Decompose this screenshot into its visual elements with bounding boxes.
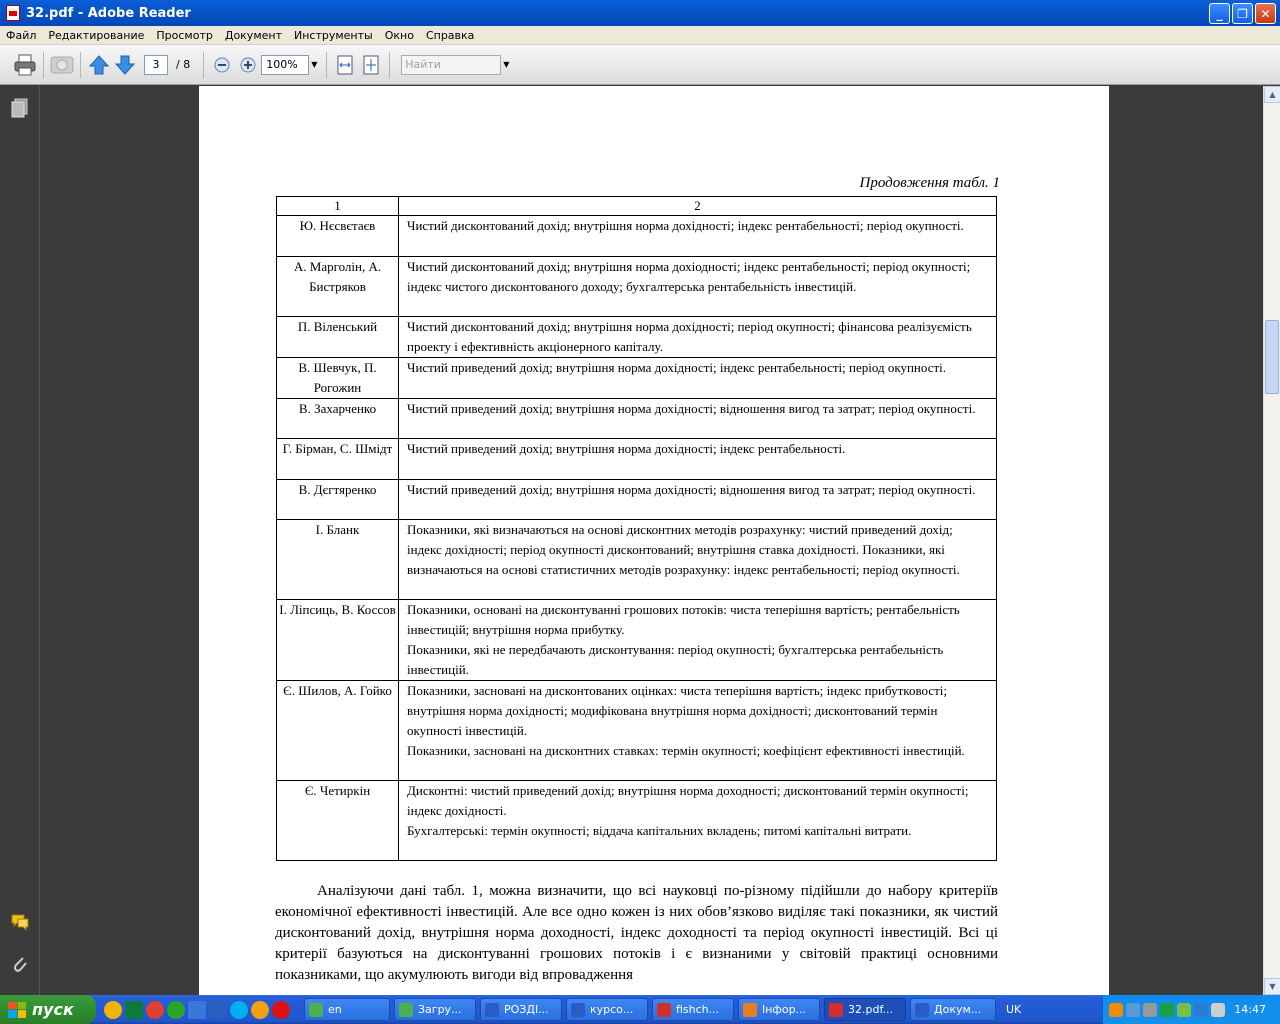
author-cell: Є. Четиркін xyxy=(277,781,399,861)
menu-bar xyxy=(0,26,1280,45)
criteria-cell xyxy=(399,681,997,781)
task-button[interactable] xyxy=(652,998,734,1021)
pdf-app-icon xyxy=(6,5,20,21)
comments-icon[interactable] xyxy=(10,912,30,932)
fit-page-icon[interactable] xyxy=(358,52,384,78)
quicklaunch-browser-icon[interactable] xyxy=(251,1001,269,1019)
page-number-input[interactable]: 3 xyxy=(144,55,168,75)
menu-edit[interactable]: Редактирование xyxy=(48,28,145,42)
criteria-cell: Чистий приведений дохід; внутрішня норма дохідності; відношення вигод та затрат; період окупності. xyxy=(399,480,997,520)
quicklaunch-skype-icon[interactable] xyxy=(230,1001,248,1019)
close-button[interactable]: ✕ xyxy=(1255,3,1276,24)
fit-width-icon[interactable] xyxy=(332,52,358,78)
previous-page-icon[interactable] xyxy=(86,52,112,78)
table-row xyxy=(277,781,997,861)
clock: 14:47 xyxy=(1234,1003,1266,1016)
task-icon xyxy=(309,1003,323,1017)
task-label: Докум... xyxy=(934,1003,982,1016)
quicklaunch-word-icon[interactable] xyxy=(209,1001,227,1019)
quicklaunch-opera-icon[interactable] xyxy=(272,1001,290,1019)
tray-network-icon[interactable] xyxy=(1160,1003,1174,1017)
menu-window[interactable]: Окно xyxy=(384,28,414,42)
collaborate-icon[interactable] xyxy=(49,52,75,78)
scroll-up-icon[interactable]: ▲ xyxy=(1264,86,1280,103)
quicklaunch-desktop-icon[interactable] xyxy=(188,1001,206,1019)
scroll-thumb[interactable] xyxy=(1265,320,1279,394)
language-indicator[interactable]: UK xyxy=(1006,1003,1022,1016)
menu-document[interactable]: Документ xyxy=(224,28,282,42)
menu-view[interactable]: Просмотр xyxy=(156,28,213,42)
quick-launch xyxy=(104,1001,290,1019)
table-row xyxy=(277,600,997,681)
criteria-cell: Чистий приведений дохід; внутрішня норма дохідності; відношення вигод та затрат; період окупності. xyxy=(399,399,997,439)
attachments-icon[interactable] xyxy=(10,954,30,974)
table-row xyxy=(277,317,997,358)
taskbar xyxy=(0,995,1280,1024)
task-button[interactable] xyxy=(738,998,820,1021)
next-page-icon[interactable] xyxy=(112,52,138,78)
task-label: курсо... xyxy=(590,1003,634,1016)
task-button-active[interactable] xyxy=(824,998,906,1021)
criteria-cell: Чистий дисконтований дохід; внутрішня норма дохіодності; індекс рентабельності; період окупності; індекс чистого дисконтованого доходу; бухгалтерська рентабельність інвестицій. xyxy=(399,257,997,317)
task-button[interactable] xyxy=(910,998,996,1021)
table-row xyxy=(277,681,997,781)
tray-nvidia-icon[interactable] xyxy=(1177,1003,1191,1017)
criteria-cell xyxy=(399,781,997,861)
table-row xyxy=(277,257,997,317)
pdf-page xyxy=(199,86,1109,995)
author-cell: П. Віленський xyxy=(277,317,399,358)
author-cell: В. Дєгтяренко xyxy=(277,480,399,520)
criteria-text: Бухгалтерські: термін окупності; віддача капітальних вкладень; питомі капітальні витрати. xyxy=(407,823,912,838)
vertical-scrollbar[interactable] xyxy=(1263,86,1280,995)
menu-help[interactable]: Справка xyxy=(425,28,475,42)
task-button[interactable] xyxy=(480,998,562,1021)
table-row xyxy=(277,358,997,399)
author-cell: В. Шевчук, П. Рогожин xyxy=(277,358,399,399)
criteria-text: Показники, які не передбачають дисконтування: період окупності; бухгалтерська рентабельність інвестицій. xyxy=(407,642,944,677)
task-label: en xyxy=(328,1003,342,1016)
task-icon xyxy=(743,1003,757,1017)
criteria-text: Дисконтні: чистий приведений дохід; внутрішня норма доходності; дисконтований термін окупності; індекс дохідності. xyxy=(407,783,969,818)
task-icon xyxy=(571,1003,585,1017)
quicklaunch-app-icon[interactable] xyxy=(104,1001,122,1019)
zoom-out-icon[interactable] xyxy=(209,52,235,78)
task-label: Загру... xyxy=(418,1003,462,1016)
zoom-in-icon[interactable] xyxy=(235,52,261,78)
system-tray xyxy=(1102,995,1280,1024)
menu-file[interactable]: Файл xyxy=(6,28,37,42)
task-button[interactable] xyxy=(566,998,648,1021)
table-row xyxy=(277,216,997,257)
quicklaunch-torrent-icon[interactable] xyxy=(167,1001,185,1019)
author-cell: Є. Шилов, А. Гойко xyxy=(277,681,399,781)
tray-media-icon[interactable] xyxy=(1109,1003,1123,1017)
task-label: 32.pdf... xyxy=(848,1003,894,1016)
find-dropdown-icon[interactable]: ▼ xyxy=(503,60,510,69)
scroll-down-icon[interactable]: ▼ xyxy=(1264,978,1280,995)
toolbar xyxy=(0,45,1280,85)
task-label: fishch... xyxy=(676,1003,720,1016)
tray-bluetooth-icon[interactable] xyxy=(1194,1003,1208,1017)
author-cell: В. Захарченко xyxy=(277,399,399,439)
task-button[interactable] xyxy=(394,998,476,1021)
author-cell: Ю. Нєсвєтаєв xyxy=(277,216,399,257)
task-label: Інфор... xyxy=(762,1003,807,1016)
table-row xyxy=(277,439,997,480)
pages-icon[interactable] xyxy=(10,98,30,118)
criteria-cell: Чистий дисконтований дохід; внутрішня норма дохідності; індекс рентабельності; період окупності. xyxy=(399,216,997,257)
title-bar xyxy=(0,0,1280,26)
criteria-cell: Чистий приведений дохід; внутрішня норма дохідності; індекс рентабельності; період окупності. xyxy=(399,358,997,399)
print-icon[interactable] xyxy=(12,52,38,78)
tray-safe-remove-icon[interactable] xyxy=(1211,1003,1225,1017)
criteria-text: Показники, засновані на дисконтованих оцінках: чиста теперішня вартість; індекс прибутковості; внутрішня норма дохідності; модифікована внутрішня норма дохідності; дисконтований термін окупності інвестицій. xyxy=(407,683,948,738)
document-view xyxy=(41,86,1263,995)
author-cell: А. Марголін, А. Бистряков xyxy=(277,257,399,317)
criteria-cell: Чистий дисконтований дохід; внутрішня норма дохідності; період окупності; фінансова реалізуємість проекту і ефективність акціонерного капіталу. xyxy=(399,317,997,358)
table-row xyxy=(277,480,997,520)
menu-tools[interactable]: Инструменты xyxy=(294,28,373,42)
window-title: 32.pdf - Adobe Reader xyxy=(26,5,191,21)
task-icon xyxy=(657,1003,671,1017)
task-button[interactable] xyxy=(304,998,390,1021)
task-icon xyxy=(915,1003,929,1017)
table-header-row xyxy=(277,197,997,216)
author-cell: І. Бланк xyxy=(277,520,399,600)
quicklaunch-chrome-icon[interactable] xyxy=(146,1001,164,1019)
start-button[interactable] xyxy=(0,995,96,1024)
table-row xyxy=(277,520,997,600)
task-icon xyxy=(399,1003,413,1017)
minimize-button[interactable]: _ xyxy=(1209,3,1230,24)
body-paragraph: Аналізуючи дані табл. 1, можна визначити, що всі науковці по-різному підійшли до набору критеріїв економічної ефективності інвестицій. Але все одно кожен із них обов’язково виділяє такі показники, як чистий дисконтований дохід, внутрішня норма доходності, індекс доходності та період окупності інвестицій. Всі ці критерії базуються на дисконтуванні грошових потоків і є визнаними у світовій практиці основними показниками, що акумулюють вигоди від впровадження xyxy=(275,883,998,983)
author-cell: Г. Бірман, С. Шмідт xyxy=(277,439,399,480)
quicklaunch-excel-icon[interactable] xyxy=(125,1001,143,1019)
tray-utility-icon[interactable] xyxy=(1143,1003,1157,1017)
table-header-cell: 1 xyxy=(277,197,399,216)
zoom-dropdown-icon[interactable]: ▼ xyxy=(311,60,318,69)
start-label: пуск xyxy=(32,1000,74,1019)
criteria-cell: Чистий приведений дохід; внутрішня норма дохідності; індекс рентабельності. xyxy=(399,439,997,480)
criteria-table xyxy=(276,196,997,861)
criteria-cell: Показники, які визначаються на основі дисконтних методів розрахунку: чистий приведений дохід; індекс дохідності; період окупності дисконтований; внутрішня ставка дохідності. Показники, які визначаються на основі статистичних методів розрахунку: індекс рентабельності; період окупності. xyxy=(399,520,997,600)
zoom-level-input[interactable]: 100% xyxy=(261,55,309,75)
tray-volume-icon[interactable] xyxy=(1126,1003,1140,1017)
page-total: / 8 xyxy=(176,58,191,71)
author-cell: І. Ліпсиць, В. Коссов xyxy=(277,600,399,681)
navigation-panel xyxy=(0,86,40,995)
find-input[interactable]: Найти xyxy=(401,55,501,75)
criteria-cell xyxy=(399,600,997,681)
table-header-cell: 2 xyxy=(399,197,997,216)
maximize-button[interactable]: ❐ xyxy=(1232,3,1253,24)
task-label: РОЗДІ... xyxy=(504,1003,549,1016)
criteria-text: Показники, засновані на дисконтних ставках: термін окупності; коефіцієнт ефективності інвестицій. xyxy=(407,743,965,758)
task-icon xyxy=(829,1003,843,1017)
windows-logo-icon xyxy=(8,1002,26,1018)
criteria-text: Показники, основані на дисконтуванні грошових потоків: чиста теперішня вартість; рентабельність інвестицій; внутрішня норма прибутку. xyxy=(407,602,960,637)
task-icon xyxy=(485,1003,499,1017)
table-caption: Продовження табл. 1 xyxy=(859,175,1000,191)
table-row xyxy=(277,399,997,439)
